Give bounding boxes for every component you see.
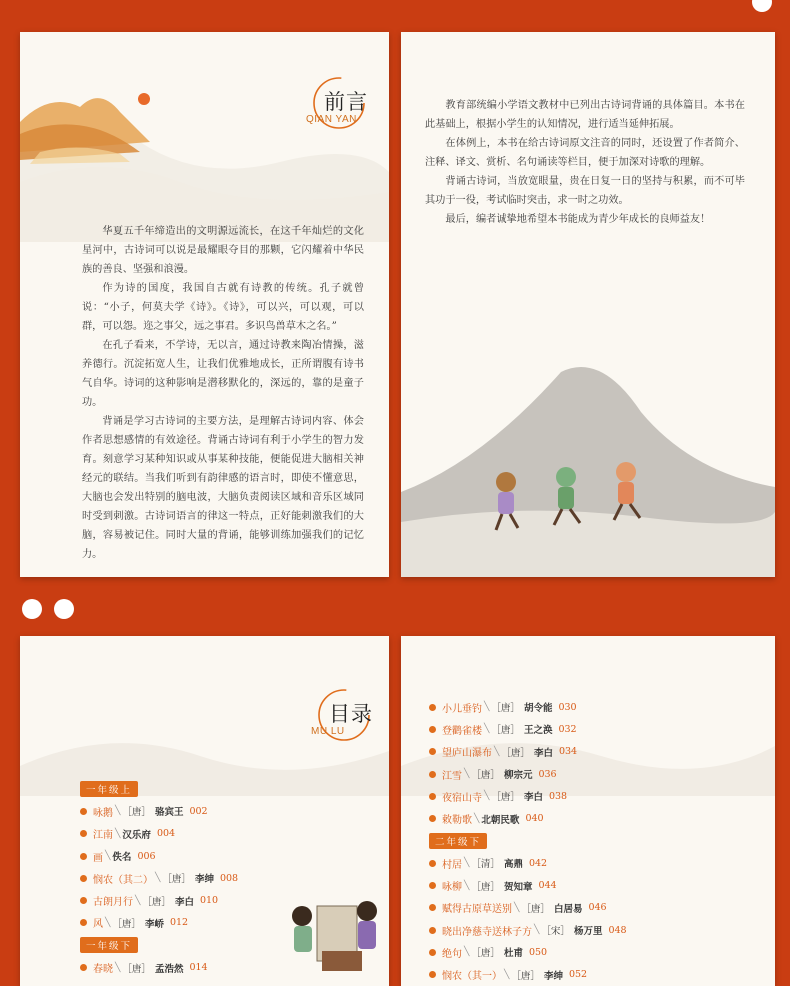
bullet-icon [429, 882, 436, 889]
poem-title[interactable]: 夜宿山寺 [442, 792, 482, 804]
toc-entry[interactable] [429, 852, 627, 874]
toc-grade-header [429, 830, 627, 852]
bullet-icon [429, 949, 436, 956]
preface-page-right [401, 32, 775, 577]
toc-entry[interactable] [429, 763, 627, 785]
page-number: 010 [199, 895, 219, 907]
page-number: 014 [189, 962, 208, 974]
page-number: 032 [558, 723, 577, 735]
poem-title[interactable]: 春晓 [93, 964, 113, 976]
dynasty: ［唐］ [501, 747, 530, 759]
preface-paragraph: 在孔子看来，不学诗，无以言，通过诗教来陶冶情操，滋养德行。沉淀拓宽人生，让我们优雅地成长，正所谓腹有诗书气自华。诗词的这种影响是潜移默化的，深远的，靠的是童子功。 [82, 340, 364, 408]
dynasty: ［唐］ [491, 792, 520, 804]
author: 李峤 [144, 918, 164, 930]
toc-entry[interactable] [429, 941, 627, 963]
separator-icon: ╲ [504, 969, 510, 980]
separator-icon: ╲ [105, 851, 111, 862]
author: 李白 [174, 896, 194, 908]
author: 北朝民歌 [481, 814, 520, 826]
separator-icon: ╲ [484, 724, 490, 735]
page-number: 046 [588, 902, 607, 914]
page-number: 006 [137, 850, 156, 862]
toc-entry[interactable] [80, 889, 238, 911]
poem-title[interactable]: 赋得古原草送别 [442, 904, 512, 916]
separator-icon: ╲ [484, 702, 490, 713]
author: 孟浩然 [154, 963, 184, 975]
poem-title[interactable]: 咏鹅 [93, 807, 113, 819]
toc-entry[interactable] [429, 741, 627, 763]
preface-paragraph: 作为诗的国度，我国自古就有诗教的传统。孔子就曾说：“小子，何莫夫学《诗》。《诗》，可以兴，可以观，可以群，可以怨。迩之事父，远之事君。多识鸟兽草木之名。” [82, 283, 364, 332]
toc-grade-header [80, 934, 238, 956]
decor-dot [752, 0, 772, 12]
toc-list-right [429, 696, 627, 986]
poem-title[interactable]: 江南 [93, 830, 113, 842]
dynasty: ［唐］ [491, 703, 520, 715]
toc-entry[interactable] [429, 785, 627, 807]
bullet-icon [429, 860, 436, 867]
author: 李白 [533, 747, 553, 759]
separator-icon: ╲ [484, 791, 490, 802]
dynasty: ［唐］ [471, 881, 500, 893]
toc-page-right [401, 636, 775, 986]
toc-entry[interactable] [80, 823, 238, 845]
toc-grade-header [80, 778, 238, 800]
bullet-icon [429, 971, 436, 978]
poem-title[interactable]: 绝句 [442, 948, 462, 960]
author: 杜甫 [503, 948, 523, 960]
toc-pinyin: MU LU [311, 726, 345, 737]
poem-title[interactable]: 古朗月行 [93, 897, 133, 909]
preface-paragraph: 在体例上，本书在给古诗词原文注音的同时，还设置了作者简介、注释、译文、赏析、名句诵读等栏目，便于加深对诗歌的理解。 [425, 138, 745, 168]
poem-title[interactable]: 望庐山瀑布 [442, 748, 492, 760]
poem-title[interactable]: 敕勒歌 [442, 815, 472, 827]
preface-title: 前言 [324, 90, 368, 114]
page-number: 004 [156, 828, 176, 840]
dynasty: ［清］ [471, 859, 500, 871]
bullet-icon [80, 830, 87, 837]
toc-entry[interactable] [80, 912, 238, 934]
bullet-icon [429, 793, 436, 800]
dynasty: ［唐］ [471, 770, 500, 782]
grade-label: 一年级下 [80, 937, 138, 953]
page-number: 040 [525, 813, 544, 825]
decor-dot [22, 599, 42, 619]
bullet-icon [429, 904, 436, 911]
poem-title[interactable]: 江雪 [442, 770, 462, 782]
preface-paragraph: 华夏五千年缔造出的文明源远流长，在这千年灿烂的文化星河中，古诗词可以说是最耀眼夺目的那颗，它闪耀着中华民族的善良、坚强和浪漫。 [82, 226, 364, 275]
decor-dot [54, 599, 74, 619]
dynasty: ［唐］ [471, 948, 500, 960]
page-number: 036 [538, 768, 557, 780]
preface-continued-body [425, 96, 745, 229]
page-number: 008 [219, 872, 239, 884]
separator-icon: ╲ [115, 806, 121, 817]
bullet-icon [80, 875, 87, 882]
grade-label: 一年级上 [80, 781, 138, 797]
poem-title[interactable]: 小儿垂钓 [442, 703, 482, 715]
page-number: 042 [528, 857, 548, 869]
preface-paragraph: 背诵是学习古诗词的主要方法，是理解古诗词内容、体会作者思想感情的有效途径。背诵古诗词有利于小学生的智力发育。刻意学习某种知识或从事某种技能，便能促进大脑相关神经元的联结。当我们听到有韵律感的语言时，即使不懂意思，大脑也会发出特别的脑电波，大脑负责阅读区域和音乐区域同时受到刺激。古诗词语言的律这一特点，正好能刺激我们的大脑，容易被记住。同时大量的背诵，能够训练加强我们的记忆力。 [82, 416, 364, 560]
toc-entry[interactable] [80, 845, 238, 867]
bullet-icon [80, 808, 87, 815]
bullet-icon [429, 927, 436, 934]
toc-title: 目录 [329, 702, 373, 726]
separator-icon: ╲ [105, 917, 111, 928]
poem-title[interactable]: 晓出净慈寺送林子方 [442, 926, 532, 938]
bullet-icon [429, 771, 436, 778]
preface-body [82, 222, 364, 564]
toc-entry[interactable] [429, 718, 627, 740]
preface-paragraph: 教育部统编小学语文教材中已列出古诗词背诵的具体篇目。本书在此基础上，根据小学生的认知情况，进行适当延伸拓展。 [425, 100, 745, 130]
author: 高鼎 [503, 859, 523, 871]
page-number: 034 [558, 746, 578, 758]
author: 王之涣 [523, 725, 553, 737]
author: 白居易 [553, 903, 583, 915]
author: 李绅 [543, 970, 563, 982]
page-number: 048 [608, 924, 627, 936]
bullet-icon [80, 919, 87, 926]
preface-page-left [20, 32, 389, 577]
toc-entry[interactable] [429, 897, 627, 919]
separator-icon: ╲ [464, 880, 470, 891]
dynasty: ［唐］ [521, 903, 550, 915]
page-number: 002 [189, 805, 208, 817]
page-number: 038 [548, 790, 568, 802]
dynasty: ［唐］ [491, 725, 520, 737]
page-number: 052 [568, 969, 588, 981]
preface-paragraph: 背诵古诗词，当放宽眼量，贵在日复一日的坚持与积累，而不可毕其功于一役，考试临时突击，求一时之功效。 [425, 176, 745, 206]
toc-page-left [20, 636, 389, 986]
separator-icon: ╲ [464, 769, 470, 780]
author: 汉乐府 [122, 829, 151, 841]
author: 骆宾王 [154, 807, 184, 819]
dynasty: ［唐］ [511, 970, 540, 982]
page-number: 044 [538, 880, 557, 892]
bullet-icon [80, 964, 87, 971]
author: 李绅 [194, 874, 214, 886]
poem-title[interactable]: 悯农（其二） [93, 874, 153, 886]
separator-icon: ╲ [514, 902, 520, 913]
toc-entry[interactable] [429, 807, 627, 829]
dynasty: ［唐］ [122, 963, 151, 975]
author: 柳宗元 [503, 770, 533, 782]
toc-list-left [80, 778, 238, 979]
bullet-icon [80, 853, 87, 860]
dynasty: ［宋］ [541, 926, 570, 938]
author: 佚名 [112, 852, 132, 864]
toc-entry[interactable] [429, 964, 627, 986]
separator-icon: ╲ [155, 873, 161, 884]
grade-label: 二年级下 [429, 833, 487, 849]
separator-icon: ╲ [135, 895, 141, 906]
bullet-icon [429, 815, 436, 822]
poem-title[interactable]: 登鹳雀楼 [442, 725, 482, 737]
dynasty: ［唐］ [122, 807, 151, 819]
poem-title[interactable]: 风 [93, 919, 103, 931]
toc-entry[interactable] [429, 874, 627, 896]
children-desk-illustration [282, 886, 387, 986]
poem-title[interactable]: 悯农（其一） [442, 971, 502, 983]
bullet-icon [429, 726, 436, 733]
separator-icon: ╲ [464, 947, 470, 958]
author: 李白 [523, 792, 543, 804]
toc-entry[interactable] [80, 867, 238, 889]
page-number: 050 [528, 946, 548, 958]
dynasty: ［唐］ [162, 874, 191, 886]
separator-icon: ╲ [115, 828, 121, 839]
author: 贺知章 [503, 881, 533, 893]
poem-title[interactable]: 村居 [442, 859, 462, 871]
dynasty: ［唐］ [112, 918, 141, 930]
separator-icon: ╲ [464, 858, 470, 869]
separator-icon: ╲ [115, 962, 121, 973]
author: 胡令能 [523, 703, 553, 715]
separator-icon: ╲ [474, 813, 480, 824]
separator-icon: ╲ [494, 746, 500, 757]
preface-pinyin: QIAN YAN [306, 114, 357, 125]
toc-entry[interactable] [80, 800, 238, 822]
bullet-icon [80, 897, 87, 904]
poem-title[interactable]: 咏柳 [442, 882, 462, 894]
page-number: 012 [169, 917, 189, 929]
dynasty: ［唐］ [142, 896, 171, 908]
toc-entry[interactable] [80, 956, 238, 978]
page-number: 030 [558, 701, 577, 713]
author: 杨万里 [573, 926, 603, 938]
preface-paragraph: 最后，编者诚挚地希望本书能成为青少年成长的良师益友！ [445, 214, 711, 225]
bullet-icon [429, 748, 436, 755]
bullet-icon [429, 704, 436, 711]
toc-entry[interactable] [429, 919, 627, 941]
mountain-children-illustration [401, 352, 775, 577]
toc-entry[interactable] [429, 696, 627, 718]
separator-icon: ╲ [534, 925, 540, 936]
poem-title[interactable]: 画 [93, 852, 103, 864]
